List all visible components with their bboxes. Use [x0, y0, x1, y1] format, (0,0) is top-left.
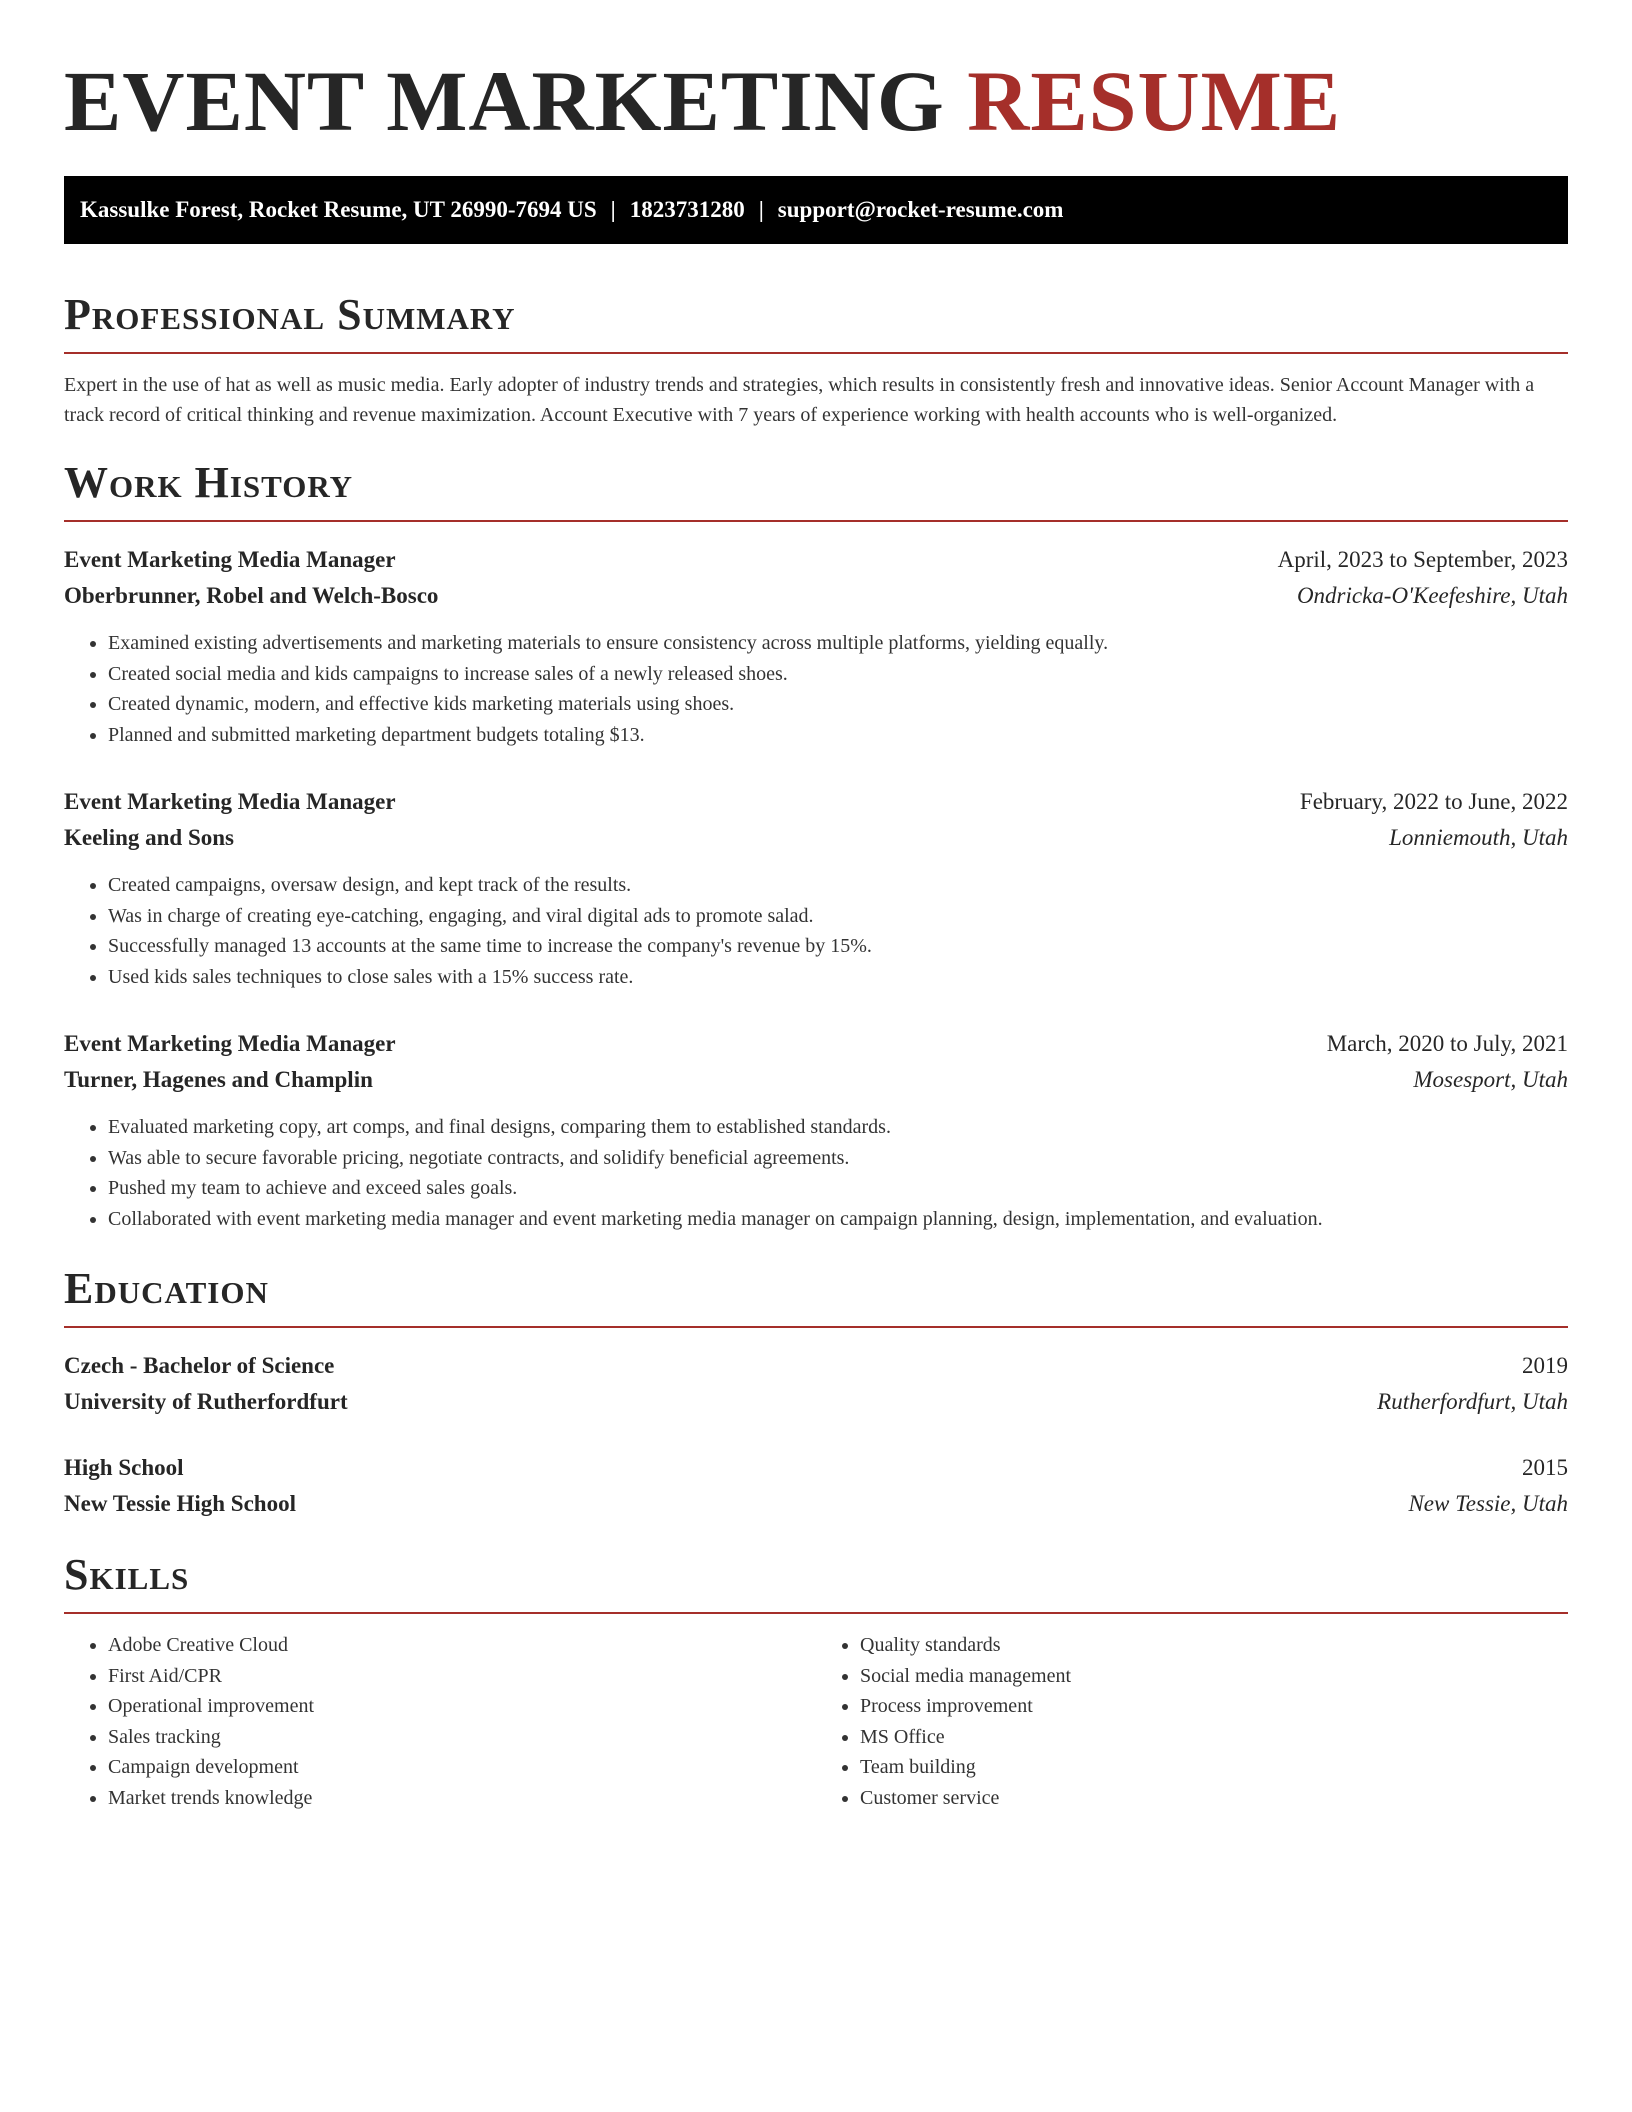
work-history-heading: Work History — [64, 460, 1568, 522]
job-location: Mosesport, Utah — [1413, 1067, 1568, 1092]
skills-section — [64, 1552, 1568, 1813]
job-bullet: • Was able to secure favorable pricing, negotiate contracts, and solidify beneficial agreements. — [108, 1143, 1568, 1174]
job-bullet: • Used kids sales techniques to close sales with a 15% success rate. — [108, 962, 1568, 993]
summary-heading: Professional Summary — [64, 292, 1568, 354]
education-school: University of Rutherfordfurt — [64, 1389, 348, 1414]
skill-item: • Team building — [860, 1752, 1568, 1783]
summary-section — [64, 292, 1568, 430]
education-degree: Czech - Bachelor of Science — [64, 1353, 335, 1378]
skills-columns — [64, 1630, 1568, 1813]
education-location: Rutherfordfurt, Utah — [1377, 1389, 1568, 1414]
job-title: Event Marketing Media Manager — [64, 789, 396, 814]
education-school-row — [64, 1384, 1568, 1420]
education-location: New Tessie, Utah — [1408, 1491, 1568, 1516]
job-bullet: • Created campaigns, oversaw design, and kept track of the results. — [108, 870, 1568, 901]
job-header-row — [64, 542, 1568, 578]
education-entry — [64, 1450, 1568, 1522]
skill-item: • Operational improvement — [108, 1691, 816, 1722]
job-company: Turner, Hagenes and Champlin — [64, 1067, 373, 1092]
job-company: Oberbrunner, Robel and Welch-Bosco — [64, 583, 439, 608]
job-dates: April, 2023 to September, 2023 — [1277, 547, 1568, 572]
job-bullets — [64, 870, 1568, 992]
education-entry — [64, 1348, 1568, 1420]
job-bullet: • Examined existing advertisements and marketing materials to ensure consistency across multiple platforms, yielding equally. — [108, 628, 1568, 659]
job-entry — [64, 542, 1568, 750]
job-bullet: • Created social media and kids campaigns to increase sales of a newly released shoes. — [108, 659, 1568, 690]
job-bullet: • Evaluated marketing copy, art comps, and final designs, comparing them to established standards. — [108, 1112, 1568, 1143]
education-degree: High School — [64, 1455, 184, 1480]
job-company-row — [64, 820, 1568, 856]
resume-title-accent: RESUME — [967, 53, 1342, 149]
job-bullet: • Successfully managed 13 accounts at the same time to increase the company's revenue by 15%. — [108, 931, 1568, 962]
job-dates: March, 2020 to July, 2021 — [1326, 1031, 1568, 1056]
education-degree-row — [64, 1450, 1568, 1486]
job-header-row — [64, 784, 1568, 820]
contact-separator: | — [758, 197, 764, 222]
job-bullet: • Pushed my team to achieve and exceed sales goals. — [108, 1173, 1568, 1204]
job-bullet: • Collaborated with event marketing media manager and event marketing media manager on campaign planning, design, implementation, and evaluation. — [108, 1204, 1568, 1235]
skills-list-left — [64, 1630, 816, 1813]
contact-email: support@rocket-resume.com — [777, 197, 1064, 222]
job-bullets — [64, 628, 1568, 750]
education-year: 2019 — [1522, 1353, 1568, 1378]
skill-item: • MS Office — [860, 1722, 1568, 1753]
skill-item: • First Aid/CPR — [108, 1661, 816, 1692]
skill-item: • Market trends knowledge — [108, 1783, 816, 1814]
contact-address: Kassulke Forest, Rocket Resume, UT 26990-7694 US — [80, 197, 597, 222]
contact-bar — [64, 176, 1568, 244]
education-year: 2015 — [1522, 1455, 1568, 1480]
work-history-section — [64, 460, 1568, 1234]
job-entry — [64, 784, 1568, 992]
contact-separator: | — [610, 197, 616, 222]
job-bullet: • Planned and submitted marketing department budgets totaling $13. — [108, 720, 1568, 751]
education-section — [64, 1266, 1568, 1522]
job-company-row — [64, 578, 1568, 614]
job-dates: February, 2022 to June, 2022 — [1299, 789, 1568, 814]
contact-phone: 1823731280 — [629, 197, 745, 222]
skill-item: • Sales tracking — [108, 1722, 816, 1753]
job-company-row — [64, 1062, 1568, 1098]
job-company: Keeling and Sons — [64, 825, 234, 850]
job-title: Event Marketing Media Manager — [64, 1031, 396, 1056]
job-entry — [64, 1026, 1568, 1234]
skill-item: • Campaign development — [108, 1752, 816, 1783]
resume-title-main: EVENT MARKETING — [64, 53, 945, 149]
job-header-row — [64, 1026, 1568, 1062]
skill-item: • Quality standards — [860, 1630, 1568, 1661]
summary-text: Expert in the use of hat as well as music media. Early adopter of industry trends and strategies, which results in consistently fresh and innovative ideas. Senior Account Manager with a track record of critical thinking and revenue maximization. Account Executive with 7 years of experience working with health accounts who is well-organized. — [64, 374, 1535, 426]
skills-heading: Skills — [64, 1552, 1568, 1614]
education-school: New Tessie High School — [64, 1491, 296, 1516]
skill-item: • Social media management — [860, 1661, 1568, 1692]
skill-item: • Customer service — [860, 1783, 1568, 1814]
skill-item: • Process improvement — [860, 1691, 1568, 1722]
resume-title — [64, 0, 1568, 150]
skills-list-right — [816, 1630, 1568, 1813]
job-bullet: • Created dynamic, modern, and effective kids marketing materials using shoes. — [108, 689, 1568, 720]
job-location: Lonniemouth, Utah — [1389, 825, 1568, 850]
education-school-row — [64, 1486, 1568, 1522]
education-degree-row — [64, 1348, 1568, 1384]
job-bullets — [64, 1112, 1568, 1234]
job-location: Ondricka-O'Keefeshire, Utah — [1296, 583, 1568, 608]
skill-item: • Adobe Creative Cloud — [108, 1630, 816, 1661]
job-bullet: • Was in charge of creating eye-catching, engaging, and viral digital ads to promote salad. — [108, 901, 1568, 932]
job-title: Event Marketing Media Manager — [64, 547, 396, 572]
education-heading: Education — [64, 1266, 1568, 1328]
